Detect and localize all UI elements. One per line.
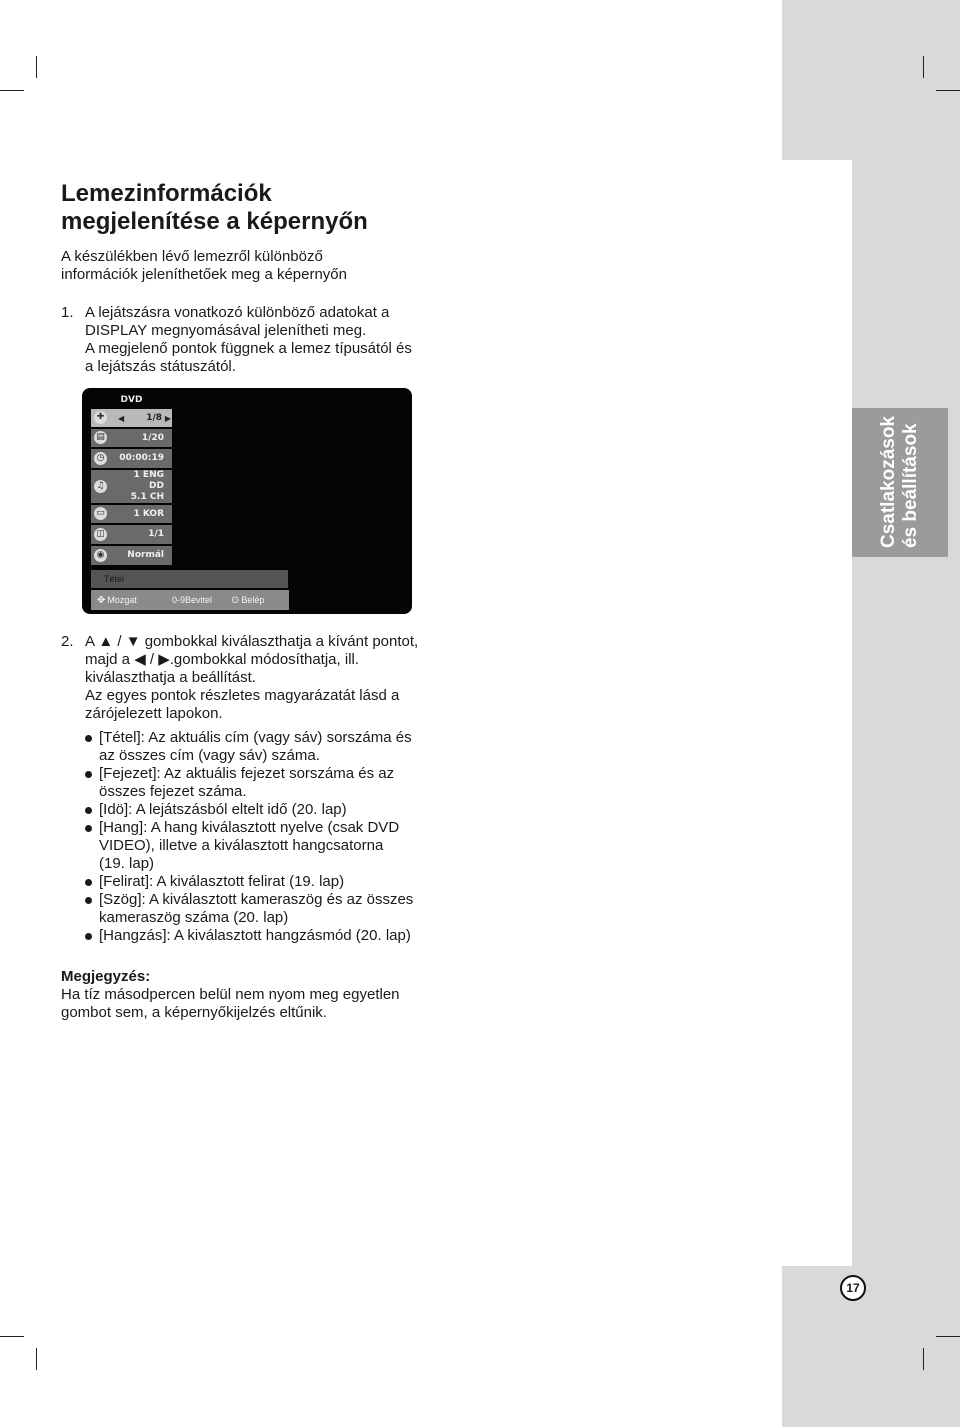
crop-mark	[923, 56, 924, 78]
step-2-section	[61, 633, 441, 945]
crop-mark	[36, 56, 37, 78]
main-content	[61, 180, 441, 376]
side-strip-bottom	[782, 1266, 960, 1427]
list-item: [Szög]: A kiválasztott kameraszög és az összes kameraszög száma (20. lap)	[85, 891, 441, 927]
osd-row-sound-mode: ◉ Normál	[91, 546, 172, 565]
title-icon: ✚	[94, 411, 107, 424]
osd-footer: ✥ Mozgat 0-9Bevitel ⊙ Belép	[91, 590, 289, 610]
left-arrow-icon: ◀	[118, 414, 125, 423]
osd-row-audio: ♫ 1 ENG DD 5.1 CH	[91, 470, 172, 503]
crop-mark	[36, 1348, 37, 1370]
section-tab-label: Csatlakozások és beállítások	[878, 415, 921, 549]
intro-text: A készülékben lévő lemezről különböző információk jeleníthetőek meg a képernyőn	[61, 248, 347, 283]
note-section	[61, 968, 441, 1022]
camera-icon: ◫	[94, 528, 107, 541]
side-strip-top	[782, 0, 960, 160]
list-item: [Hangzás]: A kiválasztott hangzásmód (20. lap)	[85, 927, 441, 945]
sound-mode-icon: ◉	[94, 549, 107, 562]
crop-mark	[936, 90, 960, 91]
subtitle-icon: ▭	[94, 507, 107, 520]
page-number: 17	[840, 1275, 866, 1301]
crop-mark	[0, 90, 24, 91]
right-arrow-icon: ▶	[164, 414, 171, 423]
step-1: 1. A lejátszásra vonatkozó különböző adatokat a DISPLAY megnyomásával jelenítheti meg. A megjelenő pontok függnek a lemez típusától és a lejátszás státuszától.	[61, 304, 412, 375]
page-title: Lemezinformációk megjelenítése a képernyőn	[61, 180, 368, 235]
note-text: Ha tíz másodpercen belül nem nyom meg egyetlen gombot sem, a képernyőkijelzés eltűnik.	[61, 986, 400, 1021]
osd-row-time: ◷ 00:00:19	[91, 449, 172, 468]
list-item: [Felirat]: A kiválasztott felirat (19. lap)	[85, 873, 441, 891]
note-title: Megjegyzés:	[61, 968, 151, 985]
list-item: [Idö]: A lejátszásból eltelt idő (20. lap)	[85, 801, 441, 819]
side-strip	[852, 160, 960, 1266]
crop-mark	[936, 1336, 960, 1337]
osd-row-chapter: ▤ 1/20	[91, 429, 172, 447]
headphones-icon: ♫	[94, 480, 107, 493]
list-item: [Hang]: A hang kiválasztott nyelve (csak DVD VIDEO), illetve a kiválasztott hangcsatorna (19. lap)	[85, 819, 441, 873]
osd-header: DVD	[120, 395, 143, 405]
chapter-icon: ▤	[94, 431, 107, 444]
move-icon: ✥	[97, 595, 106, 606]
enter-icon: ⊙	[231, 595, 240, 606]
osd-row-title: ✚ ◀ 1/8 ▶	[91, 409, 172, 427]
osd-row-angle: ◫ 1/1	[91, 525, 172, 544]
list-item: [Tétel]: Az aktuális cím (vagy sáv) sorszáma és az összes cím (vagy sáv) száma.	[85, 729, 441, 765]
item-list	[85, 729, 441, 945]
list-item: [Fejezet]: Az aktuális fejezet sorszáma és az összes fejezet száma.	[85, 765, 441, 801]
section-tab	[852, 408, 948, 557]
step-2: 2. A ▲ / ▼ gombokkal kiválaszthatja a kívánt pontot, majd a ◀ / ▶.gombokkal módosíthatja, ill. kiválaszthatja a beállítást. Az egyes pontok részletes magyarázatát lásd a zárójelezett lapokon.	[61, 633, 419, 722]
clock-icon: ◷	[94, 452, 107, 465]
crop-mark	[0, 1336, 24, 1337]
osd-selected-label: Tétel	[91, 570, 288, 588]
crop-mark	[923, 1348, 924, 1370]
osd-row-subtitle: ▭ 1 KOR	[91, 505, 172, 523]
